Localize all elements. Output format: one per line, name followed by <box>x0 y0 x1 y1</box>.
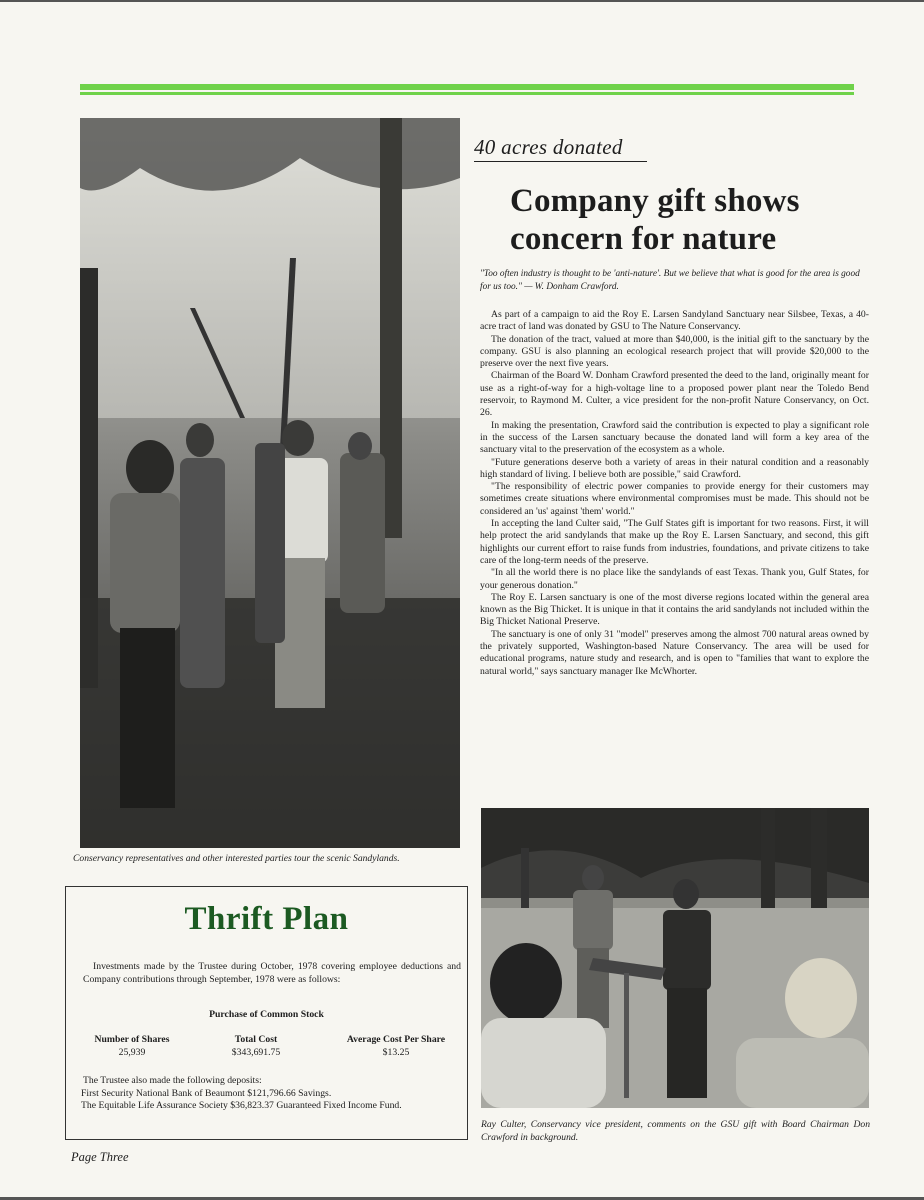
article-paragraph: "In all the world there is no place like the sandylands of east Texas. Thank you, Gulf States, for your generous donation." <box>480 567 869 591</box>
average-cost-column <box>331 1034 461 1059</box>
top-border <box>0 0 924 2</box>
green-header-rule <box>80 84 854 96</box>
caption-right: Ray Culter, Conservancy vice president, comments on the GSU gift with Board Chairman Don Crawford in background. <box>481 1119 870 1143</box>
article-paragraph: "Future generations deserve both a variety of areas in their natural condition and a reasonably high standard of living. I believe both are possible," said Crawford. <box>480 456 869 480</box>
column-header: Number of Shares <box>94 1034 170 1045</box>
column-value: $13.25 <box>382 1046 410 1058</box>
article-paragraph: In accepting the land Culter said, "The Gulf States gift is important for two reasons. First, it will help protect the arid sandylands that make up the Roy E. Larsen Sanctuary, and second, this gift highlights our current effort to raise funds from industries, foundations, and private citizens to take care of the long-term needs of the preserve. <box>480 518 869 566</box>
deposits-intro: The Trustee also made the following deposits: <box>83 1075 262 1086</box>
deposits-list <box>81 1075 466 1113</box>
article-paragraph: The donation of the tract, valued at more than $40,000, is the initial gift to the sanctuary by the company. GSU is also planning an ecological research project that will provide $20,000 to the preserve over the next five years. <box>480 333 869 370</box>
thrift-plan-intro: Investments made by the Trustee during October, 1978 covering employee deductions and Company contributions through September, 1978 were as follows: <box>83 961 461 985</box>
headline: Company gift shows concern for nature <box>510 183 800 257</box>
thrift-plan-subhead: Purchase of Common Stock <box>209 1009 324 1020</box>
podium-speech-photo <box>481 808 869 1108</box>
stock-purchase-table <box>83 1034 461 1059</box>
thrift-plan-box <box>65 886 468 1140</box>
thrift-plan-title: Thrift Plan <box>184 901 349 937</box>
article-paragraph: The Roy E. Larsen sanctuary is one of the most diverse regions located within the general area known as the Big Thicket. It is unique in that it contains the arid sandylands not included within the Big Thicket National Preserve. <box>480 591 869 628</box>
column-value: 25,939 <box>118 1046 146 1058</box>
kicker: 40 acres donated <box>474 135 647 162</box>
column-value: $343,691.75 <box>231 1046 281 1058</box>
deposit-item: The Equitable Life Assurance Society $36,823.37 Guaranteed Fixed Income Fund. <box>81 1100 402 1111</box>
article-paragraph: "The responsibility of electric power companies to provide energy for their customers may sometimes create situations where environmental compromises must be made. This should not be considered an 'us' against 'them' world." <box>480 481 869 517</box>
article-paragraph: As part of a campaign to aid the Roy E. Larsen Sandyland Sanctuary near Silsbee, Texas, a 40-acre tract of land was donated by GSU to The Nature Conservancy. <box>480 309 869 333</box>
article-paragraph: Chairman of the Board W. Donham Crawford presented the deed to the land, originally meant for use as a right-of-way for a high-voltage line to a proposed power plant near the Toledo Bend reservoir, to Raymond M. Culter, a vice president for the non-profit Nature Conservancy, on Oct. 26. <box>480 370 869 419</box>
column-header: Average Cost Per Share <box>346 1034 446 1045</box>
article-paragraph: The sanctuary is one of only 31 "model" preserves among the almost 700 natural areas owned by the privately supported, Washington-based Nature Conservancy. The area will be used for educational programs, nature study and research, and is open to "families that want to explore the natural world," says sanctuary manager Ike McWhorter. <box>480 628 869 677</box>
total-cost-column <box>216 1034 296 1059</box>
forest-tour-photo <box>80 118 460 848</box>
page-label: Page Three <box>71 1150 129 1164</box>
number-of-shares-column <box>83 1034 181 1059</box>
article-paragraph: In making the presentation, Crawford said the contribution is expected to play a significant role in the success of the Larsen sanctuary because the donated land will form a key area of the sanctuary vital to the preservation of the ecosystem as a whole. <box>480 419 869 456</box>
article-body <box>480 309 869 678</box>
pull-quote: "Too often industry is thought to be 'anti-nature'. But we believe that what is good for the area is good for us too." — W. Donham Crawford. <box>480 269 860 292</box>
deposit-item: First Security National Bank of Beaumont $121,796.66 Savings. <box>81 1087 332 1099</box>
caption-left: Conservancy representatives and other interested parties tour the scenic Sandylands. <box>73 853 400 864</box>
column-header: Total Cost <box>234 1034 278 1045</box>
